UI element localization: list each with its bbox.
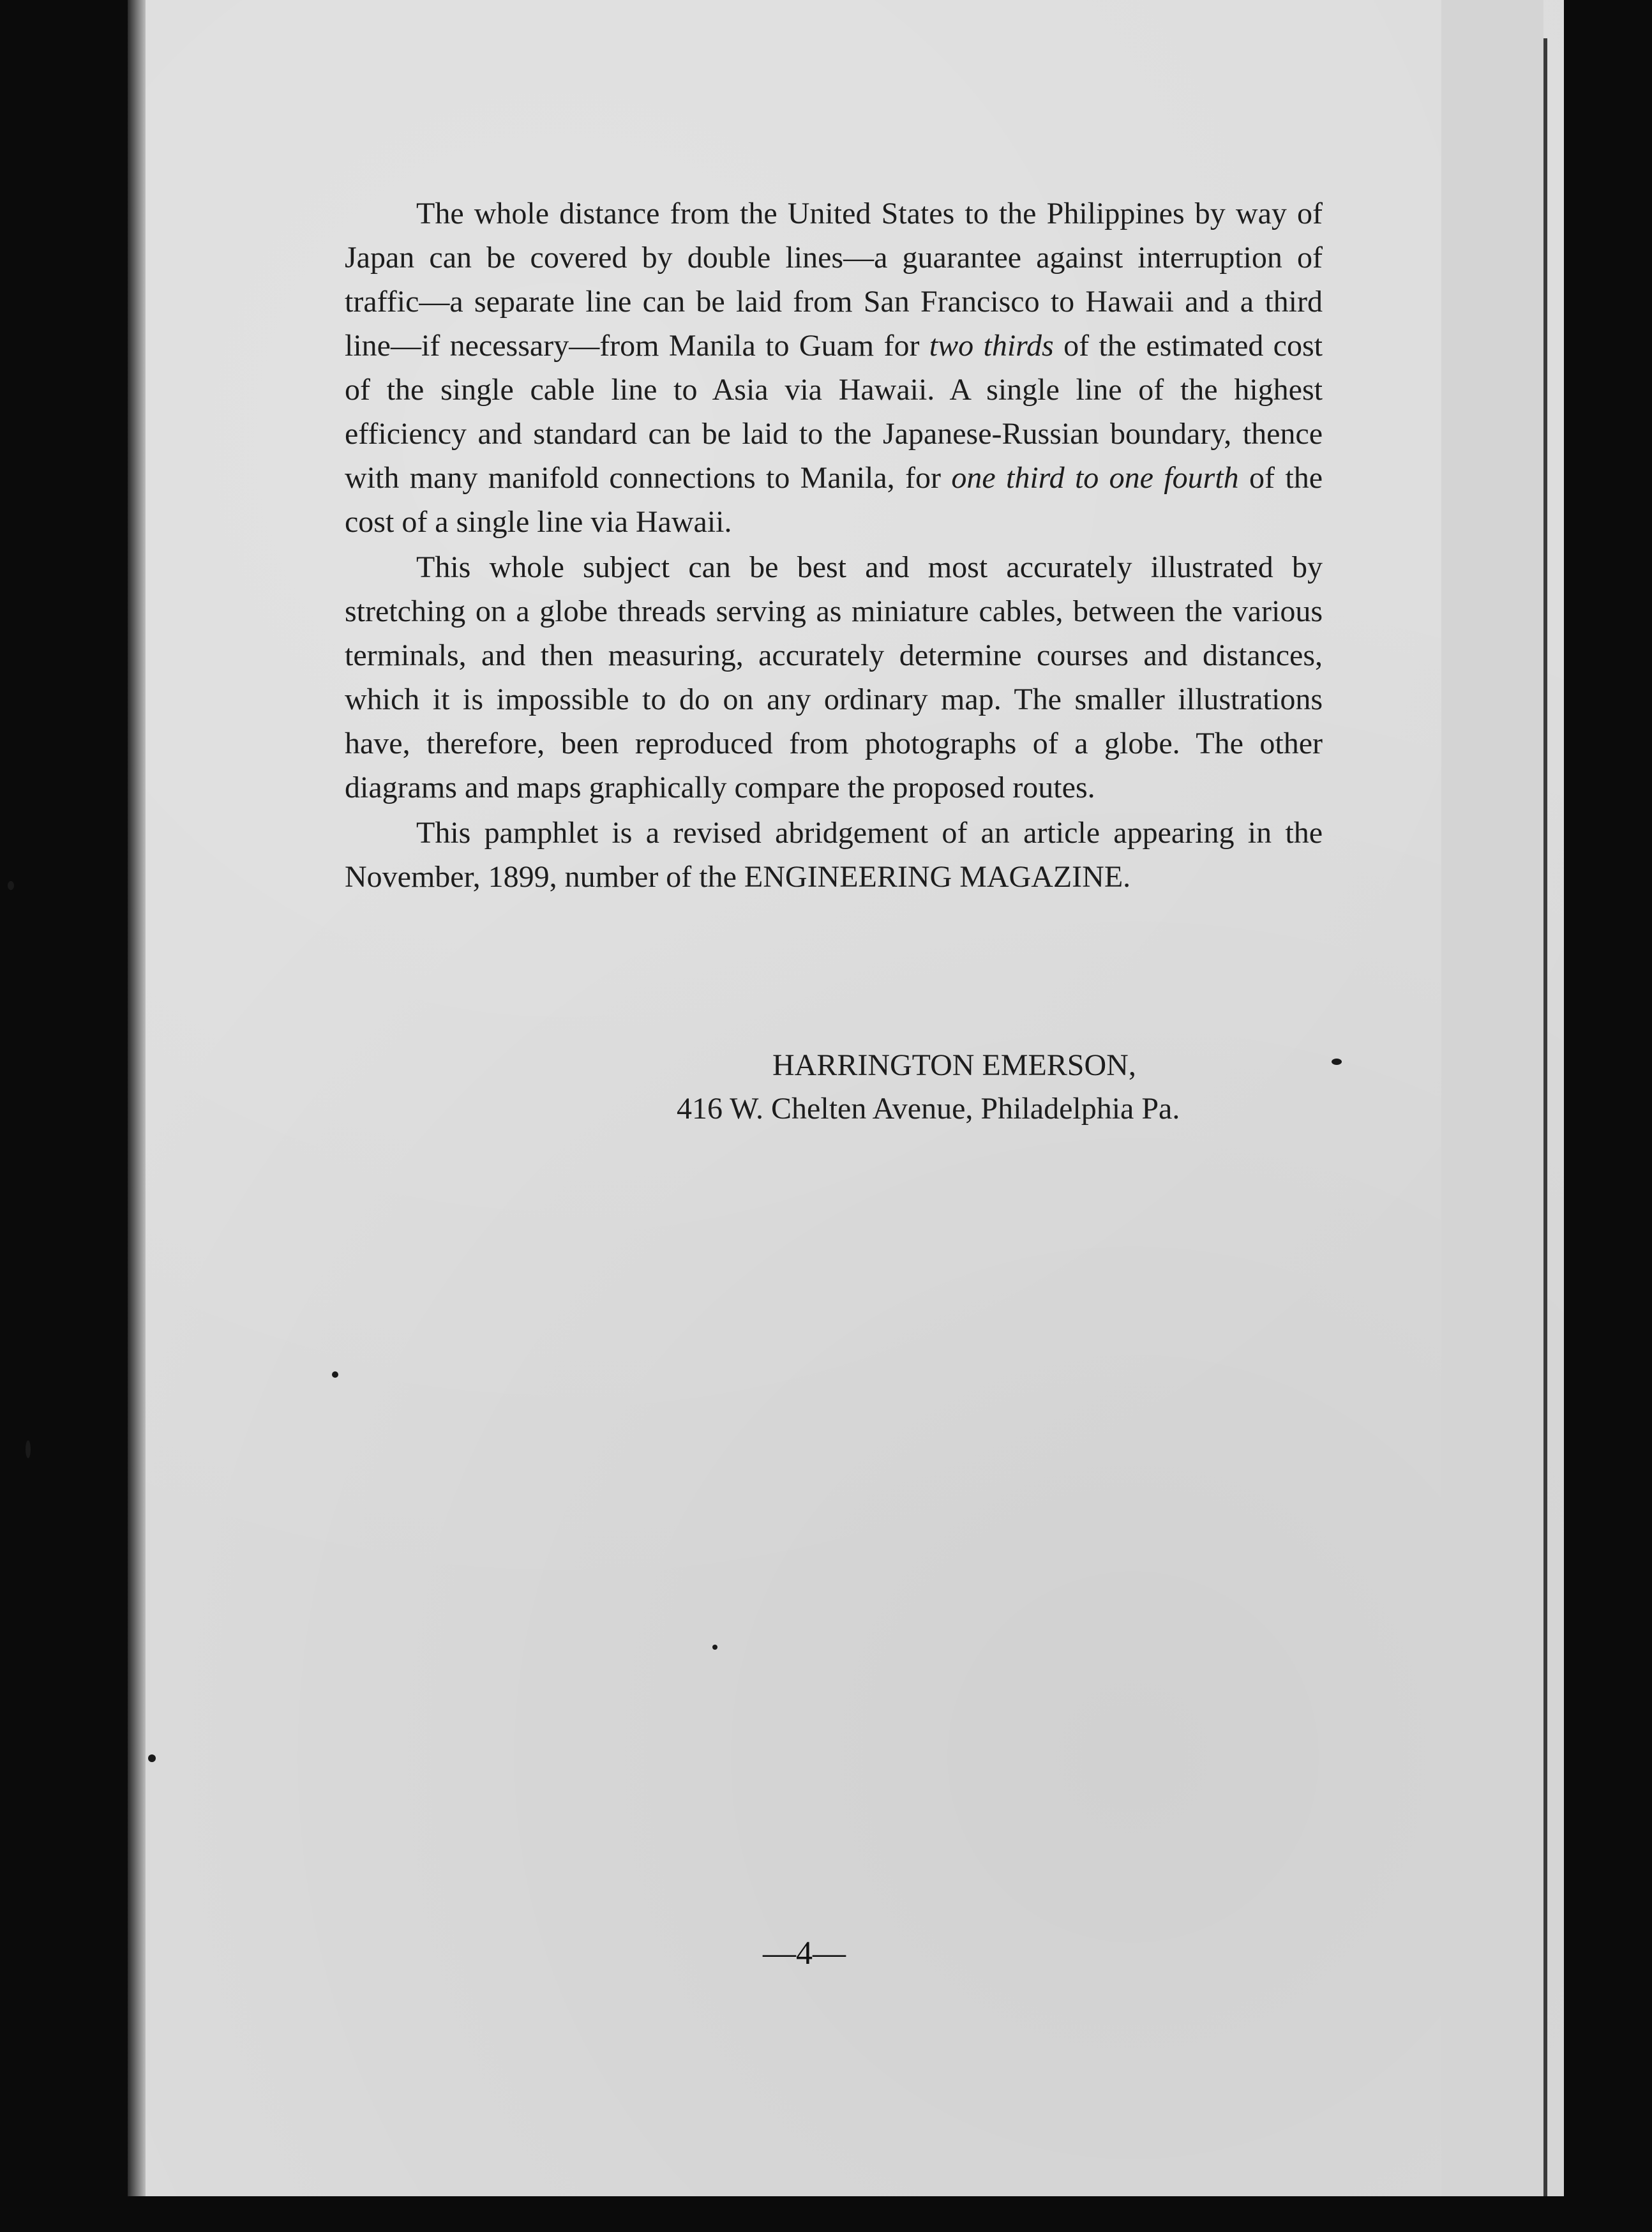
scan-speck: [26, 1440, 31, 1458]
italic-text-run: two thirds: [929, 329, 1054, 363]
scan-speck: [8, 881, 14, 890]
adjacent-page-edge: [1441, 0, 1543, 2196]
body-text: [345, 192, 1323, 899]
page-left-shadow: [128, 0, 146, 2196]
paragraph: [345, 192, 1323, 544]
scan-speck: [712, 1645, 717, 1650]
scan-speck: [332, 1371, 338, 1378]
italic-text-run: one third to one fourth: [951, 461, 1239, 495]
paragraph: [345, 545, 1323, 810]
text-run: of the cost of a single line via Hawaii.: [345, 461, 1323, 539]
page-number: —4—: [763, 1935, 846, 1972]
author-address: 416 W. Chelten Avenue, Philadelphia Pa.: [677, 1092, 1180, 1126]
text-run: This whole subject can be best and most accurately illustrated by stretching on a globe threads serving as miniature cables, between the various terminals, and then measuring, accurately determine courses and distances, which it is impossible to do on any ordinary map. The smaller illustrations have, therefore, been reproduced from photographs of a globe. The other diagrams and maps graphically compare the proposed routes.: [345, 550, 1323, 804]
paragraph: [345, 811, 1323, 899]
author-name: HARRINGTON EMERSON,: [772, 1048, 1136, 1082]
signature-block: [345, 1044, 1323, 1131]
scan-speck: [1332, 1059, 1342, 1065]
scan-speck: [148, 1754, 156, 1762]
text-run: This pamphlet is a revised abridgement of an article appearing in the November, 1899, number of the ENGINEERING MAGAZINE.: [345, 816, 1323, 894]
text-run: of the estimated cost of the single cable line to Asia via Hawaii. A single line of the highest efficiency and standard can be laid to the Japanese-Russian boundary, thence with many manifold connections to Manila, for: [345, 329, 1323, 495]
page-fold-line: [1543, 38, 1547, 2196]
text-run: The whole distance from the United States to the Philippines by way of Japan can be covered by double lines—a guarantee against interruption of traffic—a separate line can be laid from San Francisco to Hawaii and a third line—if necessary—from Manila to Guam for: [345, 197, 1323, 363]
